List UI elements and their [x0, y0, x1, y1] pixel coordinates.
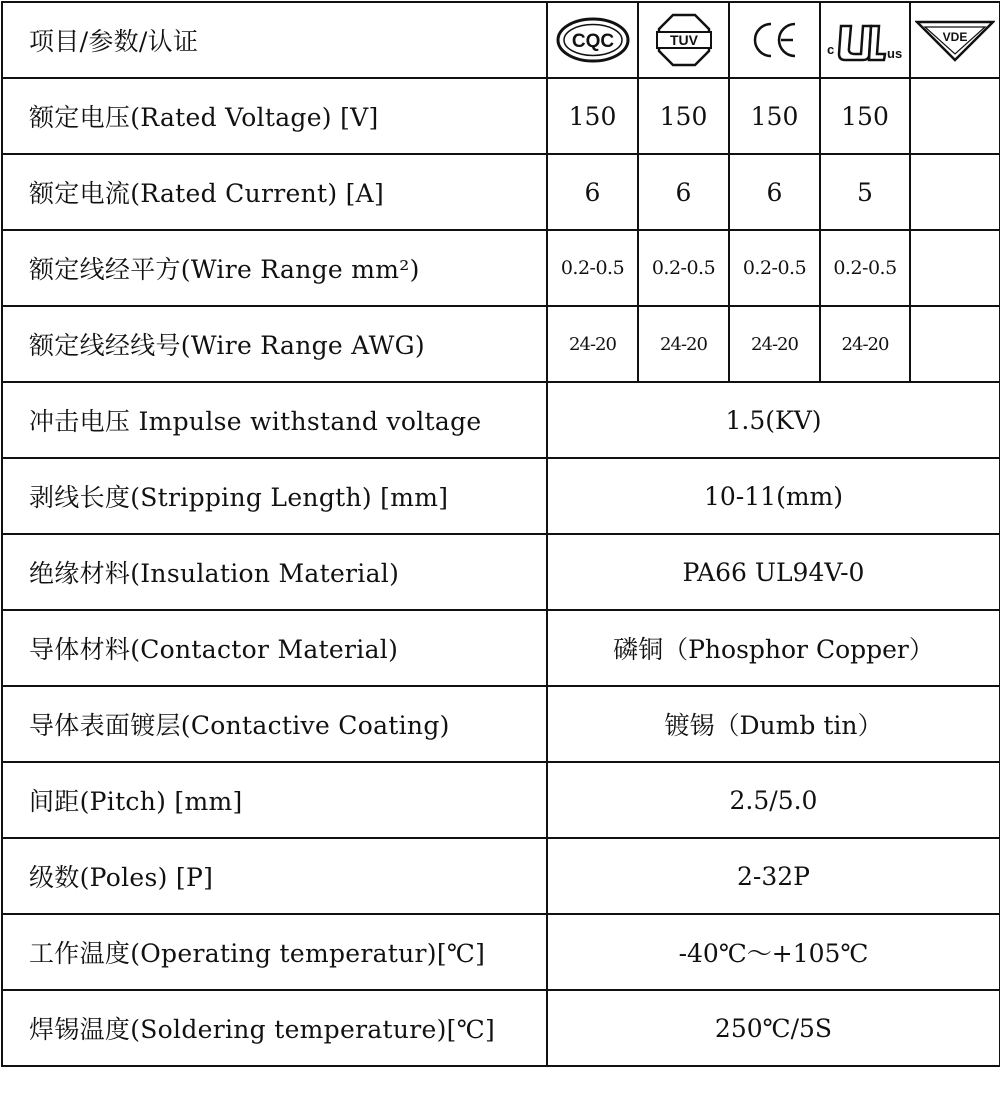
ce-logo-cell	[729, 2, 820, 78]
rated-voltage-row	[2, 78, 1000, 154]
row-label: 导体材料(Contactor Material)	[2, 610, 547, 686]
ul-value: 5	[820, 154, 910, 230]
soldering-temperature-row	[2, 990, 1000, 1066]
wire-range-mm2-row	[2, 230, 1000, 306]
row-label: 额定电流(Rated Current) [A]	[2, 154, 547, 230]
row-value: 1.5(KV)	[547, 382, 1000, 458]
row-value: 10-11(mm)	[547, 458, 1000, 534]
header-title: 项目/参数/认证	[2, 2, 547, 78]
row-label: 额定线经线号(Wire Range AWG)	[2, 306, 547, 382]
row-value: PA66 UL94V-0	[547, 534, 1000, 610]
svg-text:TUV: TUV	[669, 32, 698, 48]
vde-value	[910, 78, 1000, 154]
spec-table	[1, 1, 1000, 1067]
vde-logo-cell	[910, 2, 1000, 78]
row-label: 间距(Pitch) [mm]	[2, 762, 547, 838]
vde-value	[910, 306, 1000, 382]
cqc-value: 24-20	[547, 306, 638, 382]
svg-text:us: us	[887, 46, 903, 61]
cul-us-logo-icon	[825, 18, 905, 62]
row-label: 工作温度(Operating temperatur)[℃]	[2, 914, 547, 990]
cqc-value: 6	[547, 154, 638, 230]
ul-value: 150	[820, 78, 910, 154]
row-label: 焊锡温度(Soldering temperature)[℃]	[2, 990, 547, 1066]
cul-us-logo-cell	[820, 2, 910, 78]
row-value: 250℃/5S	[547, 990, 1000, 1066]
vde-value	[910, 154, 1000, 230]
svg-text:CQC: CQC	[571, 31, 614, 52]
row-label: 级数(Poles) [P]	[2, 838, 547, 914]
svg-text:VDE: VDE	[942, 30, 968, 44]
tuv-value: 6	[638, 154, 729, 230]
tuv-value: 24-20	[638, 306, 729, 382]
row-label: 绝缘材料(Insulation Material)	[2, 534, 547, 610]
tuv-value: 0.2-0.5	[638, 230, 729, 306]
cqc-value: 150	[547, 78, 638, 154]
row-value: -40℃～+105℃	[547, 914, 1000, 990]
ce-value: 150	[729, 78, 820, 154]
row-label: 剥线长度(Stripping Length) [mm]	[2, 458, 547, 534]
row-value: 磷铜（Phosphor Copper）	[547, 610, 1000, 686]
impulse-voltage-row	[2, 382, 1000, 458]
ce-value: 24-20	[729, 306, 820, 382]
tuv-logo-cell	[638, 2, 729, 78]
svg-text:c: c	[827, 42, 835, 57]
rated-current-row	[2, 154, 1000, 230]
row-label: 额定线经平方(Wire Range mm²)	[2, 230, 547, 306]
tuv-logo-icon	[656, 12, 712, 68]
operating-temperature-row	[2, 914, 1000, 990]
cqc-logo-cell	[547, 2, 638, 78]
ul-value: 24-20	[820, 306, 910, 382]
ul-value: 0.2-0.5	[820, 230, 910, 306]
row-value: 2.5/5.0	[547, 762, 1000, 838]
pitch-row	[2, 762, 1000, 838]
ce-value: 6	[729, 154, 820, 230]
poles-row	[2, 838, 1000, 914]
row-label: 导体表面镀层(Contactive Coating)	[2, 686, 547, 762]
cqc-logo-icon	[555, 15, 631, 65]
ce-value: 0.2-0.5	[729, 230, 820, 306]
stripping-length-row	[2, 458, 1000, 534]
contactive-coating-row	[2, 686, 1000, 762]
row-value: 镀锡（Dumb tin）	[547, 686, 1000, 762]
vde-value	[910, 230, 1000, 306]
header-row	[2, 2, 1000, 78]
tuv-value: 150	[638, 78, 729, 154]
row-label: 额定电压(Rated Voltage) [V]	[2, 78, 547, 154]
row-value: 2-32P	[547, 838, 1000, 914]
wire-range-awg-row	[2, 306, 1000, 382]
cqc-value: 0.2-0.5	[547, 230, 638, 306]
insulation-material-row	[2, 534, 1000, 610]
ce-logo-icon	[749, 18, 801, 62]
row-label: 冲击电压 Impulse withstand voltage	[2, 382, 547, 458]
contactor-material-row	[2, 610, 1000, 686]
vde-logo-icon	[915, 18, 995, 62]
